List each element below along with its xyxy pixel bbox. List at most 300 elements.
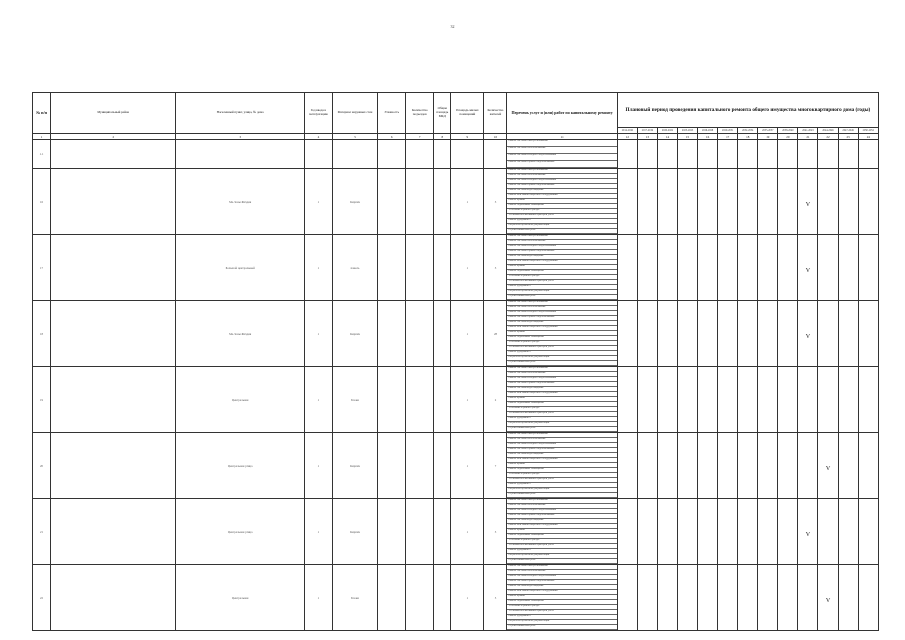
works-list <box>507 367 616 432</box>
cell-residents: 3 <box>484 169 507 235</box>
plan-cell <box>657 367 677 433</box>
cell-year: 1 <box>304 301 332 367</box>
column-number: 1 <box>33 134 51 140</box>
plan-cell <box>758 565 778 631</box>
cell-municipality <box>51 235 176 301</box>
work-item: Ремонт системы теплоснабжения <box>507 240 616 245</box>
work-item: Ремонт системы электроснабжения <box>507 169 616 174</box>
year-header: 2020-2022 <box>657 128 677 134</box>
column-number: 14 <box>657 134 677 140</box>
work-item: Ремонт подвальных помещений <box>507 270 616 275</box>
column-number: 19 <box>758 134 778 140</box>
plan-cell <box>858 433 878 499</box>
work-item: Установка коллективных приборов учета <box>507 346 616 351</box>
work-item: Ремонт или замена лифтового оборудования <box>507 260 616 265</box>
work-item: Ремонт или замена лифтового оборудования <box>507 194 616 199</box>
plan-cell <box>758 367 778 433</box>
work-item: Установка коллективных приборов учета <box>507 280 616 285</box>
cell-area: 1 <box>451 433 484 499</box>
plan-cell <box>698 301 718 367</box>
cell-works-list <box>507 433 617 499</box>
plan-cell <box>758 140 778 169</box>
column-number: 10 <box>484 134 507 140</box>
year-header: 2044-2046 <box>818 128 838 134</box>
cell-year: 1 <box>304 169 332 235</box>
cell-address: Центральная улица <box>176 433 304 499</box>
plan-cell <box>637 565 657 631</box>
header-entrances: Количество подъездов <box>406 93 434 134</box>
cell-wall: панель <box>332 235 377 301</box>
cell-address <box>176 140 304 169</box>
plan-cell <box>698 140 718 169</box>
cell-no: 21 <box>33 499 51 565</box>
cell-area: 1 <box>451 565 484 631</box>
header-plan-title: Плановый период проведения капитального ремонта общего имущества многоквартирного дома (годы) <box>617 93 878 128</box>
plan-cell <box>718 499 738 565</box>
work-item: Ремонт системы водоотведения <box>507 255 616 260</box>
work-item: Ремонт подвальных помещений <box>507 534 616 539</box>
column-number: 2 <box>51 134 176 140</box>
cell-entrances <box>406 169 434 235</box>
header-floors: Этажность <box>378 93 406 134</box>
cell-total-area <box>434 433 451 499</box>
plan-cell <box>637 235 657 301</box>
column-number: 21 <box>798 134 818 140</box>
cell-year: 1 <box>304 565 332 631</box>
table-row <box>33 499 879 565</box>
plan-cell <box>738 433 758 499</box>
work-item: Ремонт системы холодного водоснабжения <box>507 245 616 250</box>
work-item: Ремонт системы электроснабжения <box>507 140 616 147</box>
header-residents: Количество жителей <box>484 93 507 134</box>
column-number: 17 <box>718 134 738 140</box>
plan-cell <box>738 367 758 433</box>
work-item: Установка коллективных приборов учета <box>507 412 616 417</box>
work-item: Ремонт или замена лифтового оборудования <box>507 326 616 331</box>
works-list <box>507 565 616 630</box>
cell-no: 1.1 <box>33 140 51 169</box>
work-item: Ремонт системы электроснабжения <box>507 499 616 504</box>
plan-cell <box>818 140 838 169</box>
plan-cell <box>617 433 637 499</box>
table-row <box>33 140 879 169</box>
work-item: Ремонт подвальных помещений <box>507 600 616 605</box>
plan-cell <box>698 235 718 301</box>
plan-cell <box>698 433 718 499</box>
plan-cell <box>858 169 878 235</box>
cell-municipality <box>51 433 176 499</box>
plan-cell <box>617 169 637 235</box>
cell-total-area <box>434 140 451 169</box>
works-list <box>507 140 616 168</box>
cell-year: 1 <box>304 235 332 301</box>
work-item: Ремонт системы холодного водоснабжения <box>507 377 616 382</box>
plan-cell <box>637 169 657 235</box>
cell-residents <box>484 140 507 169</box>
work-item: Строительный контроль <box>507 493 616 498</box>
work-item: Разработка проектной документации <box>507 356 616 361</box>
cell-entrances <box>406 565 434 631</box>
work-item: Разработка проектной документации <box>507 620 616 625</box>
table-row <box>33 367 879 433</box>
plan-cell <box>818 565 838 631</box>
cell-no: 18 <box>33 301 51 367</box>
year-header: 2050-2052 <box>858 128 878 134</box>
year-header: 2035-2037 <box>758 128 778 134</box>
plan-cell <box>617 565 637 631</box>
page-number: 32 <box>450 24 455 29</box>
year-header: 2038-2040 <box>778 128 798 134</box>
work-item: Установка коллективных приборов учета <box>507 544 616 549</box>
plan-cell <box>637 367 657 433</box>
cell-area: 1 <box>451 301 484 367</box>
work-item: Установка коллективных приборов учета <box>507 478 616 483</box>
year-header: 2032-2034 <box>738 128 758 134</box>
year-header: 2026-2028 <box>698 128 718 134</box>
cell-wall: Кирпич <box>332 301 377 367</box>
plan-cell <box>778 235 798 301</box>
plan-cell <box>637 301 657 367</box>
work-item: Разработка проектной документации <box>507 422 616 427</box>
column-number: 24 <box>858 134 878 140</box>
year-header: 2023-2025 <box>678 128 698 134</box>
cell-wall: Кирпич <box>332 169 377 235</box>
plan-cell <box>858 140 878 169</box>
work-item: Строительный контроль <box>507 625 616 630</box>
works-list <box>507 235 616 300</box>
plan-cell <box>818 499 838 565</box>
year-header: 2047-2049 <box>838 128 858 134</box>
cell-entrances <box>406 367 434 433</box>
year-header: 2029-2031 <box>718 128 738 134</box>
column-number: 6 <box>378 134 406 140</box>
plan-cell <box>798 367 818 433</box>
work-item: Ремонт системы теплоснабжения <box>507 306 616 311</box>
plan-cell <box>818 367 838 433</box>
plan-cell <box>698 499 718 565</box>
cell-floors <box>378 235 406 301</box>
plan-cell <box>838 499 858 565</box>
cell-floors <box>378 367 406 433</box>
work-item: Ремонт или замена лифтового оборудования <box>507 392 616 397</box>
column-number: 11 <box>507 134 617 140</box>
work-item: Ремонт подвальных помещений <box>507 402 616 407</box>
plan-cell <box>798 565 818 631</box>
table-row <box>33 301 879 367</box>
plan-cell <box>678 433 698 499</box>
work-item: Ремонт системы водоотведения <box>507 519 616 524</box>
work-item: Разработка проектной документации <box>507 290 616 295</box>
work-item: Ремонт крыши <box>507 265 616 270</box>
year-header: 2041-2043 <box>798 128 818 134</box>
plan-cell <box>718 140 738 169</box>
cell-entrances <box>406 235 434 301</box>
plan-cell <box>798 169 818 235</box>
work-item: Ремонт системы теплоснабжения <box>507 372 616 377</box>
cell-works-list <box>507 235 617 301</box>
plan-mark: V <box>825 465 831 472</box>
table-row <box>33 433 879 499</box>
column-number: 16 <box>698 134 718 140</box>
plan-cell <box>678 565 698 631</box>
work-item: Строительный контроль <box>507 229 616 234</box>
work-item: Ремонт системы горячего водоснабжения <box>507 161 616 168</box>
cell-address: Ме-Зоны Жёздия <box>176 301 304 367</box>
cell-works-list <box>507 169 617 235</box>
plan-cell <box>858 565 878 631</box>
plan-cell <box>838 169 858 235</box>
header-municipality: Муниципальный район <box>51 93 176 134</box>
work-item: Ремонт системы холодного водоснабжения <box>507 509 616 514</box>
plan-cell <box>838 235 858 301</box>
work-item: Ремонт крыши <box>507 463 616 468</box>
work-item: Ремонт системы теплоснабжения <box>507 438 616 443</box>
plan-cell <box>798 140 818 169</box>
plan-cell <box>698 565 718 631</box>
column-number: 12 <box>617 134 637 140</box>
work-item: Ремонт системы электроснабжения <box>507 367 616 372</box>
plan-cell <box>778 169 798 235</box>
header-area: Площадь жилых помещений <box>451 93 484 134</box>
cell-total-area <box>434 367 451 433</box>
column-number: 7 <box>406 134 434 140</box>
work-item: Ремонт системы теплоснабжения <box>507 147 616 154</box>
work-item: Утепление и ремонт фасада <box>507 473 616 478</box>
cell-floors <box>378 565 406 631</box>
plan-cell <box>637 433 657 499</box>
plan-mark: V <box>805 201 811 208</box>
work-item: Ремонт системы горячего водоснабжения <box>507 382 616 387</box>
column-number: 15 <box>678 134 698 140</box>
work-item: Ремонт подвальных помещений <box>507 204 616 209</box>
work-item: Строительный контроль <box>507 361 616 366</box>
table-row <box>33 565 879 631</box>
cell-entrances <box>406 499 434 565</box>
header-total-area: Общая площадь МКД <box>434 93 451 134</box>
column-number: 9 <box>451 134 484 140</box>
cell-total-area <box>434 565 451 631</box>
plan-cell <box>778 367 798 433</box>
plan-cell <box>678 140 698 169</box>
cell-year: 1 <box>304 433 332 499</box>
cell-address: Центральная улица <box>176 499 304 565</box>
cell-wall: Блоки <box>332 565 377 631</box>
work-item: Ремонт системы горячего водоснабжения <box>507 316 616 321</box>
header-year-built: Год ввода в эксплуатацию <box>304 93 332 134</box>
cell-no: 22 <box>33 565 51 631</box>
plan-cell <box>838 433 858 499</box>
cell-works-list <box>507 301 617 367</box>
plan-cell <box>818 433 838 499</box>
work-item: Строительный контроль <box>507 559 616 564</box>
plan-cell <box>678 169 698 235</box>
cell-wall: Кирпич <box>332 433 377 499</box>
cell-total-area <box>434 301 451 367</box>
work-item: Ремонт системы холодного водоснабжения <box>507 575 616 580</box>
cell-address: Центральная <box>176 367 304 433</box>
plan-cell <box>758 301 778 367</box>
plan-cell <box>718 235 738 301</box>
cell-residents: 5 <box>484 565 507 631</box>
work-item: Утепление и ремонт фасада <box>507 275 616 280</box>
work-item: Ремонт системы горячего водоснабжения <box>507 250 616 255</box>
cell-works-list <box>507 367 617 433</box>
works-list <box>507 301 616 366</box>
work-item: Ремонт или замена лифтового оборудования <box>507 590 616 595</box>
plan-cell <box>838 367 858 433</box>
cell-no: 20 <box>33 433 51 499</box>
plan-cell <box>617 367 637 433</box>
cell-wall <box>332 140 377 169</box>
header-works-list: Перечень услуг и (или) работ по капитальному ремонту <box>507 93 617 134</box>
cell-area: 1 <box>451 499 484 565</box>
plan-cell <box>838 301 858 367</box>
work-item: Строительный контроль <box>507 295 616 300</box>
work-item: Ремонт фундамента <box>507 549 616 554</box>
plan-cell <box>838 565 858 631</box>
plan-cell <box>858 301 878 367</box>
header-row <box>33 93 879 128</box>
plan-cell <box>858 235 878 301</box>
plan-cell <box>657 433 677 499</box>
work-item: Утепление и ремонт фасада <box>507 209 616 214</box>
work-item: Ремонт системы водоотведения <box>507 585 616 590</box>
work-item: Ремонт фундамента <box>507 417 616 422</box>
plan-cell <box>678 499 698 565</box>
plan-cell <box>657 169 677 235</box>
work-item: Ремонт системы электроснабжения <box>507 565 616 570</box>
cell-no: 19 <box>33 367 51 433</box>
work-item: Ремонт системы холодного водоснабжения <box>507 443 616 448</box>
work-item: Ремонт фундамента <box>507 483 616 488</box>
header-wall-material: Материал наружных стен <box>332 93 377 134</box>
plan-cell <box>678 235 698 301</box>
work-item: Утепление и ремонт фасада <box>507 539 616 544</box>
plan-cell <box>617 301 637 367</box>
work-item: Ремонт или замена лифтового оборудования <box>507 524 616 529</box>
cell-address: Большой центральный <box>176 235 304 301</box>
plan-cell <box>718 169 738 235</box>
cell-floors <box>378 499 406 565</box>
plan-mark: V <box>825 597 831 604</box>
year-header: 2014-2016 <box>617 128 637 134</box>
plan-mark: V <box>805 333 811 340</box>
work-item: Строительный контроль <box>507 427 616 432</box>
plan-cell <box>858 367 878 433</box>
works-list <box>507 433 616 498</box>
work-item: Ремонт системы холодного водоснабжения <box>507 154 616 161</box>
plan-cell <box>798 499 818 565</box>
plan-cell <box>818 235 838 301</box>
cell-year: 1 <box>304 367 332 433</box>
cell-area: 1 <box>451 235 484 301</box>
column-number: 8 <box>434 134 451 140</box>
work-item: Ремонт системы водоотведения <box>507 321 616 326</box>
plan-cell <box>698 169 718 235</box>
plan-cell <box>818 169 838 235</box>
cell-floors <box>378 301 406 367</box>
work-item: Ремонт системы теплоснабжения <box>507 174 616 179</box>
plan-cell <box>657 499 677 565</box>
work-item: Ремонт системы горячего водоснабжения <box>507 184 616 189</box>
plan-cell <box>678 367 698 433</box>
column-number: 3 <box>176 134 304 140</box>
column-number: 4 <box>304 134 332 140</box>
work-item: Утепление и ремонт фасада <box>507 407 616 412</box>
cell-area <box>451 140 484 169</box>
plan-cell <box>738 140 758 169</box>
cell-wall: Кирпич <box>332 499 377 565</box>
cell-municipality <box>51 565 176 631</box>
work-item: Ремонт или замена лифтового оборудования <box>507 458 616 463</box>
plan-cell <box>718 301 738 367</box>
cell-total-area <box>434 169 451 235</box>
plan-cell <box>778 433 798 499</box>
cell-total-area <box>434 499 451 565</box>
plan-cell <box>637 499 657 565</box>
plan-cell <box>798 235 818 301</box>
work-item: Ремонт системы горячего водоснабжения <box>507 580 616 585</box>
plan-cell <box>798 433 818 499</box>
cell-area: 1 <box>451 169 484 235</box>
plan-mark: V <box>805 267 811 274</box>
works-list <box>507 169 616 234</box>
cell-municipality <box>51 499 176 565</box>
cell-entrances <box>406 433 434 499</box>
work-item: Ремонт крыши <box>507 199 616 204</box>
plan-cell <box>657 301 677 367</box>
cell-area: 1 <box>451 367 484 433</box>
capital-repair-register-table <box>32 92 879 631</box>
plan-cell <box>758 235 778 301</box>
plan-cell <box>858 499 878 565</box>
work-item: Ремонт системы водоотведения <box>507 453 616 458</box>
work-item: Ремонт крыши <box>507 397 616 402</box>
cell-residents: 3 <box>484 235 507 301</box>
plan-cell <box>758 499 778 565</box>
cell-entrances <box>406 140 434 169</box>
plan-cell <box>738 301 758 367</box>
cell-municipality <box>51 140 176 169</box>
cell-year: 1 <box>304 499 332 565</box>
plan-cell <box>718 367 738 433</box>
plan-cell <box>738 235 758 301</box>
plan-cell <box>778 499 798 565</box>
plan-cell <box>718 433 738 499</box>
plan-cell <box>738 169 758 235</box>
work-item: Ремонт фундамента <box>507 219 616 224</box>
plan-cell <box>657 565 677 631</box>
work-item: Разработка проектной документации <box>507 488 616 493</box>
work-item: Ремонт фундамента <box>507 615 616 620</box>
column-number: 22 <box>818 134 838 140</box>
work-item: Ремонт подвальных помещений <box>507 336 616 341</box>
cell-works-list <box>507 140 617 169</box>
cell-municipality <box>51 367 176 433</box>
work-item: Ремонт подвальных помещений <box>507 468 616 473</box>
cell-works-list <box>507 565 617 631</box>
work-item: Ремонт системы водоотведения <box>507 387 616 392</box>
header-no: № п/п <box>33 93 51 134</box>
plan-cell <box>738 499 758 565</box>
cell-residents: 2 <box>484 367 507 433</box>
plan-cell <box>778 140 798 169</box>
plan-cell <box>657 235 677 301</box>
column-number: 13 <box>637 134 657 140</box>
cell-municipality <box>51 301 176 367</box>
plan-cell <box>617 235 637 301</box>
column-number: 5 <box>332 134 377 140</box>
